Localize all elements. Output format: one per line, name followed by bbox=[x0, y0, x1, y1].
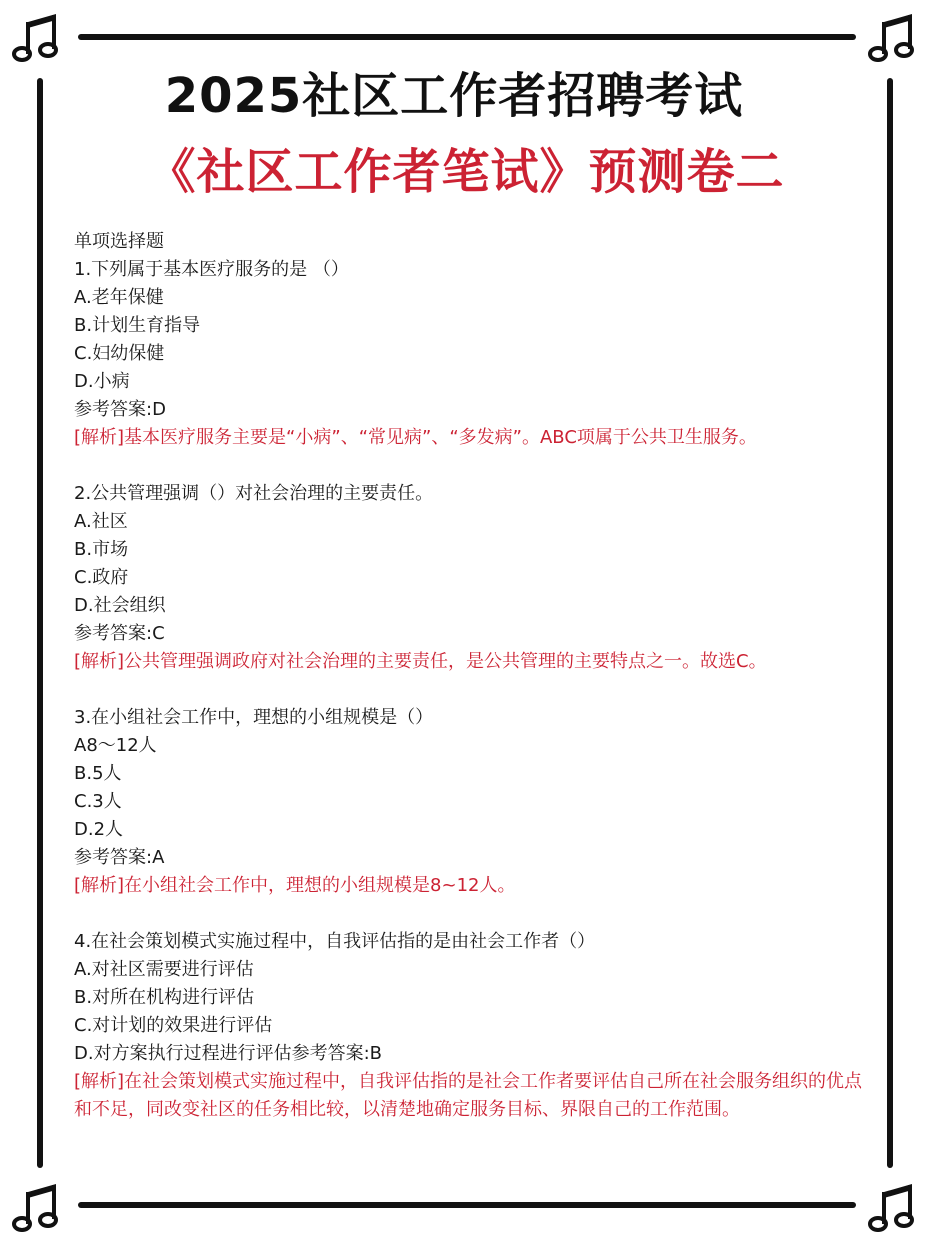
section-label: 单项选择题 bbox=[74, 231, 164, 252]
question-stem: 4.在社会策划模式实施过程中，自我评估指的是由社会工作者（） bbox=[74, 931, 596, 952]
music-note-icon bbox=[868, 1180, 918, 1236]
question-option: B.5人 bbox=[74, 763, 122, 784]
music-note-icon bbox=[868, 10, 918, 66]
question-answer: 参考答案:D bbox=[74, 399, 166, 420]
question-analysis: [解析]在小组社会工作中，理想的小组规模是8~12人。 bbox=[74, 875, 516, 896]
question-analysis: [解析]在社会策划模式实施过程中，自我评估指的是社会工作者要评估自己所在社会服务组织的优点和不足，同改变社区的任务相比较，以清楚地确定服务目标、界限自己的工作范围。 bbox=[74, 1071, 863, 1120]
question-option: B.对所在机构进行评估 bbox=[74, 987, 255, 1008]
question-stem: 1.下列属于基本医疗服务的是 （） bbox=[74, 259, 349, 280]
question-option: C.3人 bbox=[74, 791, 122, 812]
question-stem: 3.在小组社会工作中，理想的小组规模是（） bbox=[74, 707, 434, 728]
frame-rule-right bbox=[887, 78, 893, 1168]
question-analysis: [解析]公共管理强调政府对社会治理的主要责任，是公共管理的主要特点之一。故选C。 bbox=[74, 651, 767, 672]
question-option: B.市场 bbox=[74, 539, 129, 560]
question-option: D.小病 bbox=[74, 371, 130, 392]
question-option: C.政府 bbox=[74, 567, 129, 588]
question-stem: 2.公共管理强调（）对社会治理的主要责任。 bbox=[74, 483, 434, 504]
question-answer: 参考答案:C bbox=[74, 623, 165, 644]
question-option: A8～12人 bbox=[74, 735, 157, 756]
question-option: C.对计划的效果进行评估 bbox=[74, 1015, 273, 1036]
question-answer: 参考答案:A bbox=[74, 847, 165, 868]
question-option: A.对社区需要进行评估 bbox=[74, 959, 254, 980]
question-option: C.妇幼保健 bbox=[74, 343, 165, 364]
page-subtitle: 《社区工作者笔试》预测卷二 bbox=[147, 144, 785, 200]
frame-rule-left bbox=[37, 78, 43, 1168]
question-option: A.老年保健 bbox=[74, 287, 164, 308]
question-list bbox=[74, 228, 864, 1124]
music-note-icon bbox=[12, 10, 62, 66]
frame-rule-bottom bbox=[78, 1202, 856, 1208]
question-option: B.计划生育指导 bbox=[74, 315, 201, 336]
question-option: D.2人 bbox=[74, 819, 124, 840]
question-option: D.对方案执行过程进行评估参考答案:B bbox=[74, 1043, 382, 1064]
frame-rule-top bbox=[78, 34, 856, 40]
page-title: 2025社区工作者招聘考试 bbox=[164, 68, 744, 124]
music-note-icon bbox=[12, 1180, 62, 1236]
question-analysis: [解析]基本医疗服务主要是“小病”、“常见病”、“多发病”。ABC项属于公共卫生服务。 bbox=[74, 427, 757, 448]
question-option: A.社区 bbox=[74, 511, 128, 532]
question-option: D.社会组织 bbox=[74, 595, 166, 616]
